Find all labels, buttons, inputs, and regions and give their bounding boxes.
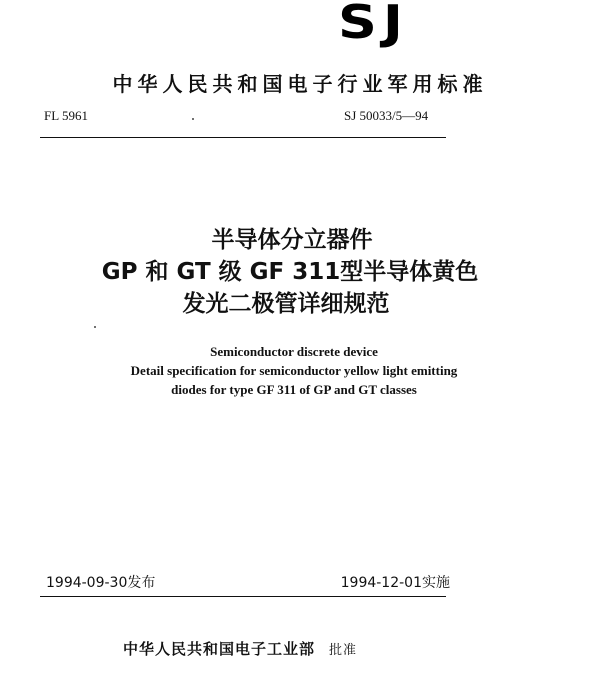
english-title-line-3: diodes for type GF 311 of GP and GT classes [171,382,417,397]
scan-speck [94,326,96,328]
issue-date: 1994-09-30发布 [46,575,156,591]
approval-label: 批准 [329,643,358,658]
scan-speck [192,118,194,120]
sj-logo: SJ [338,0,409,50]
approving-authority [0,638,480,659]
issuer-name: 中华人民共和国电子工业部 [122,640,315,658]
classification-code: FL 5961 [44,108,88,123]
effective-date: 1994-12-01实施 [340,575,450,591]
chinese-title-line-1: 半导体分立器件 [211,227,373,253]
english-title-line-2: Detail specification for semiconductor yellow light emitting [130,363,458,378]
chinese-title-line-2: GP 和 GT 级 GF 311型半导体黄色 [101,259,479,285]
standard-number: SJ 50033/5—94 [344,108,429,123]
footer-divider [40,596,446,597]
chinese-title-line-3: 发光二极管详细规范 [182,291,390,317]
english-title-line-1: Semiconductor discrete device [210,344,378,359]
header-divider [40,137,446,138]
standard-type-heading: 中华人民共和国电子行业军用标准 [112,72,488,96]
